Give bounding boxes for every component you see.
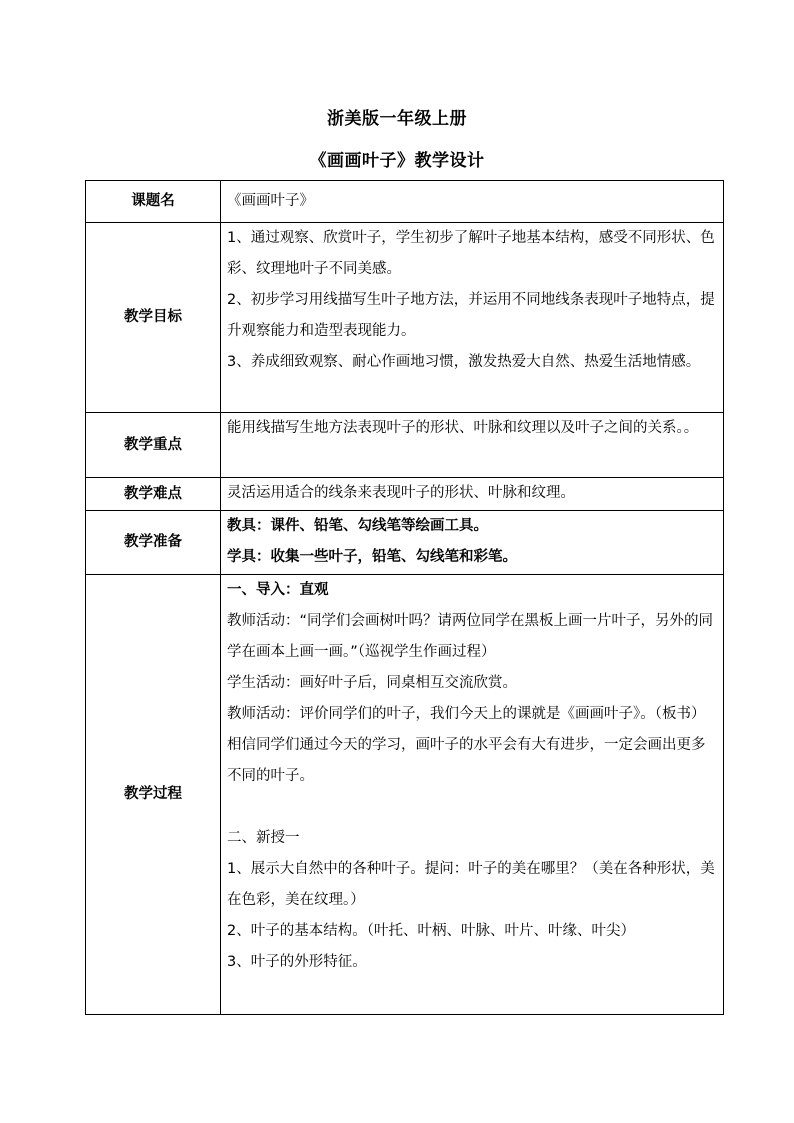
step-2: 2、叶子的基本结构。（叶托、叶柄、叶脉、叶片、叶缘、叶尖） bbox=[227, 923, 635, 939]
table-row-topic bbox=[86, 181, 724, 223]
lesson-plan-table bbox=[85, 180, 724, 1015]
spacer bbox=[227, 792, 717, 823]
teacher-activity-2: 教师活动：评价同学们的叶子，我们今天上的课就是《画画叶子》。（板书）相信同学们通过今天的学习，画叶子的水平会有大有进步，一定会画出更多不同的叶子。 bbox=[227, 706, 706, 784]
table-row-difficulties bbox=[86, 478, 724, 511]
student-tools: 学具：收集一些叶子，铅笔、勾线笔和彩笔。 bbox=[227, 549, 517, 565]
goal-item-1: 1、通过观察、欣赏叶子，学生初步了解叶子地基本结构，感受不同形状、色彩、纹理地叶子不同美感。 bbox=[227, 230, 715, 277]
goal-item-2: 2、初步学习用线描写生叶子地方法，并运用不同地线条表现叶子地特点，提升观察能力和造型表现能力。 bbox=[227, 292, 715, 339]
difficulties-label: 教学难点 bbox=[86, 478, 221, 511]
step-3: 3、叶子的外形特征。 bbox=[227, 954, 367, 970]
difficulties-text: 灵活运用适合的线条来表现叶子的形状、叶脉和纹理。 bbox=[221, 478, 724, 511]
section1-title: 一、导入：直观 bbox=[227, 582, 329, 598]
process-label: 教学过程 bbox=[86, 575, 221, 1015]
topic-value: 《画画叶子》 bbox=[221, 181, 724, 223]
table-row-preparation bbox=[86, 511, 724, 575]
student-activity: 学生活动：画好叶子后，同桌相互交流欣赏。 bbox=[227, 675, 517, 691]
preparation-label: 教学准备 bbox=[86, 511, 221, 575]
document-subtitle: 《画画叶子》教学设计 bbox=[309, 151, 485, 171]
step-1: 1、展示大自然中的各种叶子。提问：叶子的美在哪里？（美在各种形状，美在色彩，美在纹理。） bbox=[227, 861, 715, 908]
table-row-goals bbox=[86, 223, 724, 413]
goal-item-3: 3、养成细致观察、耐心作画地习惯，激发热爱大自然、热爱生活地情感。 bbox=[227, 354, 701, 370]
teacher-tools: 教具：课件、铅笔、勾线笔等绘画工具。 bbox=[227, 518, 488, 534]
section2-title: 二、新授一 bbox=[227, 830, 300, 846]
document-title: 浙美版一年级上册 bbox=[327, 109, 467, 129]
preparation-content bbox=[221, 511, 724, 575]
topic-label: 课题名 bbox=[86, 181, 221, 223]
key-points-label: 教学重点 bbox=[86, 413, 221, 478]
goals-content bbox=[221, 223, 724, 413]
teacher-activity-1: 教师活动：“同学们会画树叶吗？请两位同学在黑板上画一片叶子，另外的同学在画本上画一画。”（巡视学生作画过程） bbox=[227, 613, 714, 660]
process-content bbox=[221, 575, 724, 1015]
table-row-key-points bbox=[86, 413, 724, 478]
table-row-process bbox=[86, 575, 724, 1015]
key-points-text: 能用线描写生地方法表现叶子的形状、叶脉和纹理以及叶子之间的关系。。 bbox=[221, 413, 724, 478]
goals-label: 教学目标 bbox=[86, 223, 221, 413]
